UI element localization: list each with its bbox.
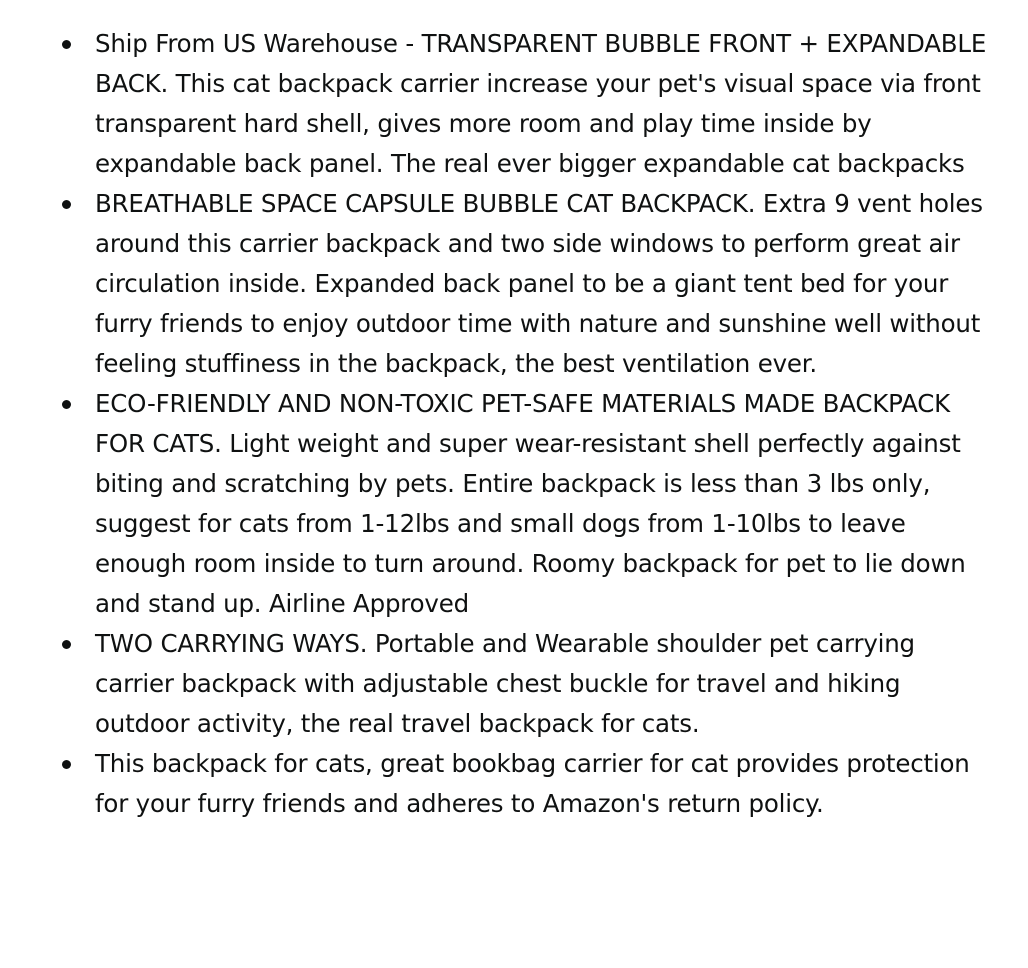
feature-bullet xyxy=(95,184,998,384)
feature-bullet xyxy=(95,744,998,824)
bullet-dot-icon xyxy=(62,40,71,49)
feature-bullet xyxy=(95,384,998,624)
feature-bullet-text: This backpack for cats, great bookbag carrier for cat provides protection for your furry friends and adheres to Amazon's return policy. xyxy=(95,749,970,818)
bullet-dot-icon xyxy=(62,200,71,209)
feature-bullet xyxy=(95,24,998,184)
feature-bullet-text: Ship From US Warehouse - TRANSPARENT BUBBLE FRONT + EXPANDABLE BACK. This cat backpack carrier increase your pet's visual space via front transparent hard shell, gives more room and play time inside by expandable back panel. The real ever bigger expandable cat backpacks xyxy=(95,29,987,178)
bullet-dot-icon xyxy=(62,640,71,649)
feature-bullet-text: BREATHABLE SPACE CAPSULE BUBBLE CAT BACKPACK. Extra 9 vent holes around this carrier backpack and two side windows to perform great air circulation inside. Expanded back panel to be a giant tent bed for your furry friends to enjoy outdoor time with nature and sunshine well without feeling stuffiness in the backpack, the best ventilation ever. xyxy=(95,189,983,378)
feature-bullet-text: ECO-FRIENDLY AND NON-TOXIC PET-SAFE MATERIALS MADE BACKPACK FOR CATS. Light weight and super wear-resistant shell perfectly against biting and scratching by pets. Entire backpack is less than 3 lbs only, suggest for cats from 1-12lbs and small dogs from 1-10lbs to leave enough room inside to turn around. Roomy backpack for pet to lie down and stand up. Airline Approved xyxy=(95,389,966,618)
feature-bullet-text: TWO CARRYING WAYS. Portable and Wearable shoulder pet carrying carrier backpack with adjustable chest buckle for travel and hiking outdoor activity, the real travel backpack for cats. xyxy=(95,629,915,738)
bullet-dot-icon xyxy=(62,400,71,409)
feature-bullet xyxy=(95,624,998,744)
bullet-dot-icon xyxy=(62,760,71,769)
